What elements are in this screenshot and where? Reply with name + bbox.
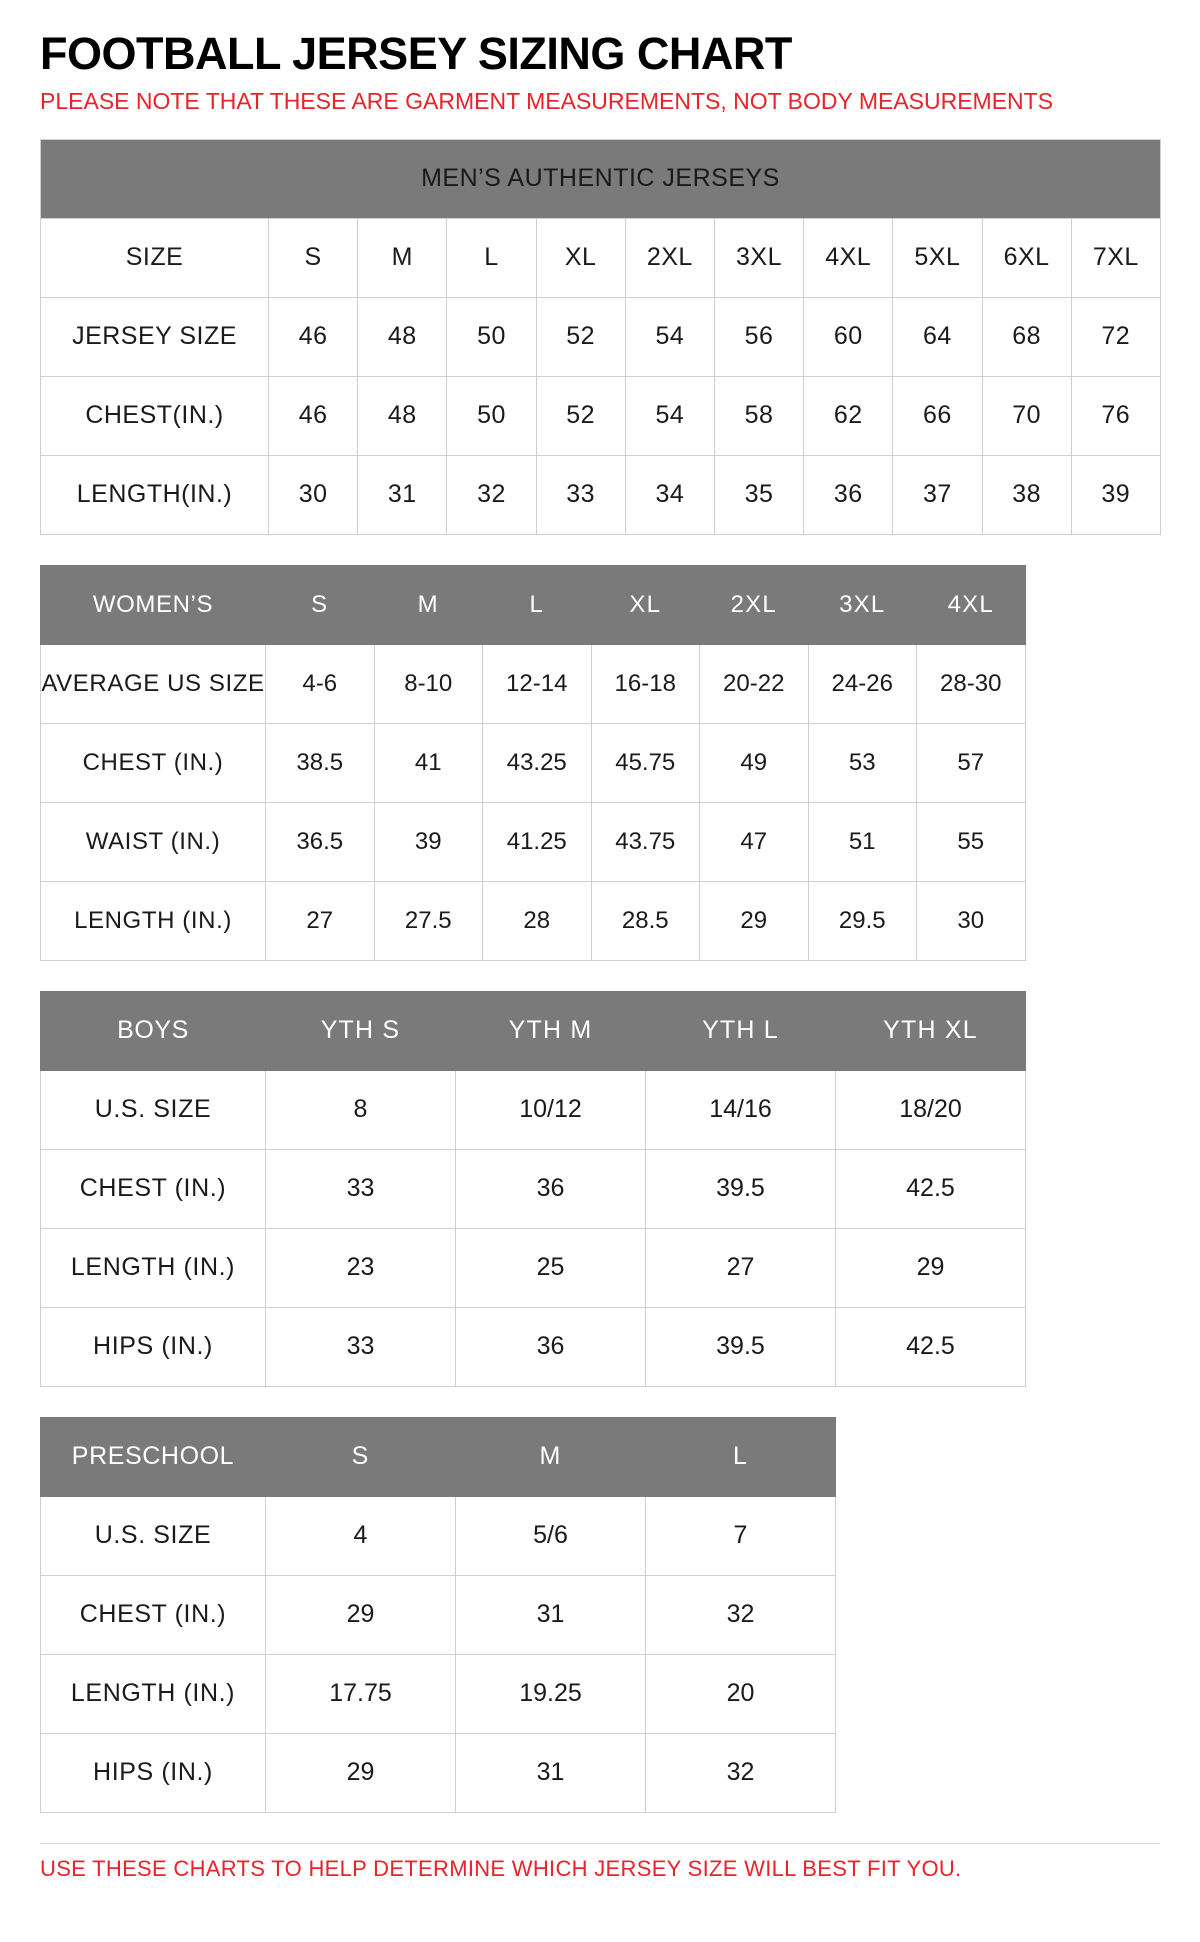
column-header: SIZE	[41, 218, 269, 297]
mens-banner: MEN’S AUTHENTIC JERSEYS	[41, 139, 1161, 218]
column-header: 4XL	[917, 565, 1026, 644]
table-cell: 36	[456, 1149, 646, 1228]
table-cell: 34	[625, 455, 714, 534]
row-label: WAIST (IN.)	[41, 802, 266, 881]
table-cell: 17.75	[266, 1654, 456, 1733]
table-cell: 76	[1071, 376, 1160, 455]
table-cell: 56	[714, 297, 803, 376]
table-cell: 25	[456, 1228, 646, 1307]
table-cell: 18/20	[836, 1070, 1026, 1149]
row-label: LENGTH (IN.)	[41, 1228, 266, 1307]
table-row	[41, 139, 1161, 218]
column-header: BOYS	[41, 991, 266, 1070]
table-cell: 12-14	[483, 644, 592, 723]
table-row	[41, 644, 1026, 723]
table-row	[41, 1575, 836, 1654]
table-cell: 32	[646, 1575, 836, 1654]
row-label: CHEST(IN.)	[41, 376, 269, 455]
row-label: HIPS (IN.)	[41, 1733, 266, 1812]
table-cell: 39	[374, 802, 483, 881]
mens-authentic-jerseys-table	[40, 139, 1161, 535]
table-cell: 8	[266, 1070, 456, 1149]
table-row	[41, 1654, 836, 1733]
table-cell: 45.75	[591, 723, 700, 802]
table-cell: 33	[266, 1307, 456, 1386]
boys-jerseys-table	[40, 991, 1026, 1387]
table-cell: 31	[456, 1733, 646, 1812]
column-header: YTH M	[456, 991, 646, 1070]
column-header: XL	[591, 565, 700, 644]
table-cell: 7	[646, 1496, 836, 1575]
table-cell: 29	[266, 1733, 456, 1812]
table-cell: 39	[1071, 455, 1160, 534]
table-row	[41, 1496, 836, 1575]
table-row	[41, 802, 1026, 881]
table-cell: 39.5	[646, 1307, 836, 1386]
table-cell: 4	[266, 1496, 456, 1575]
table-cell: 38.5	[266, 723, 375, 802]
column-header: M	[374, 565, 483, 644]
table-row	[41, 723, 1026, 802]
table-row	[41, 1417, 836, 1496]
table-cell: 37	[893, 455, 982, 534]
table-row	[41, 991, 1026, 1070]
table-cell: 68	[982, 297, 1071, 376]
table-cell: 51	[808, 802, 917, 881]
table-cell: 14/16	[646, 1070, 836, 1149]
table-cell: 10/12	[456, 1070, 646, 1149]
table-cell: 20-22	[700, 644, 809, 723]
table-cell: 60	[804, 297, 893, 376]
column-header: WOMEN’S	[41, 565, 266, 644]
column-header: YTH XL	[836, 991, 1026, 1070]
row-label: LENGTH(IN.)	[41, 455, 269, 534]
column-header: M	[456, 1417, 646, 1496]
table-row	[41, 565, 1026, 644]
table-cell: 28-30	[917, 644, 1026, 723]
column-header: XL	[536, 218, 625, 297]
column-header: S	[269, 218, 358, 297]
table-cell: 27.5	[374, 881, 483, 960]
table-cell: 29	[266, 1575, 456, 1654]
table-cell: 32	[646, 1733, 836, 1812]
table-row	[41, 1228, 1026, 1307]
column-header: S	[266, 1417, 456, 1496]
table-cell: 35	[714, 455, 803, 534]
table-row	[41, 1307, 1026, 1386]
table-cell: 29	[836, 1228, 1026, 1307]
table-cell: 46	[269, 376, 358, 455]
table-row	[41, 1070, 1026, 1149]
table-cell: 41.25	[483, 802, 592, 881]
table-cell: 31	[456, 1575, 646, 1654]
table-cell: 30	[269, 455, 358, 534]
column-header: 5XL	[893, 218, 982, 297]
column-header: 3XL	[714, 218, 803, 297]
table-cell: 5/6	[456, 1496, 646, 1575]
page-title: FOOTBALL JERSEY SIZING CHART	[40, 28, 792, 79]
column-header: L	[646, 1417, 836, 1496]
table-cell: 66	[893, 376, 982, 455]
table-row	[41, 1733, 836, 1812]
table-cell: 46	[269, 297, 358, 376]
table-cell: 32	[447, 455, 536, 534]
table-cell: 31	[358, 455, 447, 534]
table-cell: 49	[700, 723, 809, 802]
row-label: LENGTH (IN.)	[41, 1654, 266, 1733]
table-cell: 20	[646, 1654, 836, 1733]
column-header: YTH L	[646, 991, 836, 1070]
table-cell: 29	[700, 881, 809, 960]
table-cell: 72	[1071, 297, 1160, 376]
table-cell: 62	[804, 376, 893, 455]
footer-note: USE THESE CHARTS TO HELP DETERMINE WHICH JERSEY SIZE WILL BEST FIT YOU.	[40, 1855, 962, 1881]
table-cell: 8-10	[374, 644, 483, 723]
table-row	[41, 376, 1161, 455]
footer-divider	[40, 1843, 1160, 1844]
row-label: CHEST (IN.)	[41, 1149, 266, 1228]
table-cell: 50	[447, 297, 536, 376]
table-cell: 36	[804, 455, 893, 534]
table-cell: 29.5	[808, 881, 917, 960]
table-cell: 52	[536, 376, 625, 455]
row-label: CHEST (IN.)	[41, 723, 266, 802]
table-cell: 36	[456, 1307, 646, 1386]
table-cell: 27	[646, 1228, 836, 1307]
table-cell: 42.5	[836, 1307, 1026, 1386]
table-cell: 24-26	[808, 644, 917, 723]
column-header: 6XL	[982, 218, 1071, 297]
table-cell: 54	[625, 297, 714, 376]
table-cell: 19.25	[456, 1654, 646, 1733]
row-label: CHEST (IN.)	[41, 1575, 266, 1654]
table-cell: 30	[917, 881, 1026, 960]
table-cell: 58	[714, 376, 803, 455]
table-cell: 27	[266, 881, 375, 960]
table-row	[41, 297, 1161, 376]
row-label: AVERAGE US SIZE	[41, 644, 266, 723]
table-cell: 28.5	[591, 881, 700, 960]
column-header: 3XL	[808, 565, 917, 644]
row-label: U.S. SIZE	[41, 1496, 266, 1575]
table-cell: 28	[483, 881, 592, 960]
table-cell: 33	[266, 1149, 456, 1228]
table-cell: 48	[358, 297, 447, 376]
table-row	[41, 1149, 1026, 1228]
row-label: U.S. SIZE	[41, 1070, 266, 1149]
column-header: L	[483, 565, 592, 644]
column-header: M	[358, 218, 447, 297]
table-cell: 50	[447, 376, 536, 455]
table-cell: 48	[358, 376, 447, 455]
table-cell: 55	[917, 802, 1026, 881]
column-header: 4XL	[804, 218, 893, 297]
womens-jerseys-table	[40, 565, 1026, 961]
table-cell: 41	[374, 723, 483, 802]
table-cell: 64	[893, 297, 982, 376]
column-header: L	[447, 218, 536, 297]
table-cell: 38	[982, 455, 1071, 534]
column-header: YTH S	[266, 991, 456, 1070]
column-header: 2XL	[625, 218, 714, 297]
table-cell: 36.5	[266, 802, 375, 881]
column-header: 7XL	[1071, 218, 1160, 297]
column-header: 2XL	[700, 565, 809, 644]
table-row	[41, 455, 1161, 534]
table-cell: 57	[917, 723, 1026, 802]
table-cell: 39.5	[646, 1149, 836, 1228]
table-cell: 43.75	[591, 802, 700, 881]
row-label: LENGTH (IN.)	[41, 881, 266, 960]
row-label: JERSEY SIZE	[41, 297, 269, 376]
column-header: PRESCHOOL	[41, 1417, 266, 1496]
measurement-note: PLEASE NOTE THAT THESE ARE GARMENT MEASUREMENTS, NOT BODY MEASUREMENTS	[40, 88, 1054, 115]
table-cell: 16-18	[591, 644, 700, 723]
row-label: HIPS (IN.)	[41, 1307, 266, 1386]
table-cell: 43.25	[483, 723, 592, 802]
table-row	[41, 881, 1026, 960]
table-cell: 42.5	[836, 1149, 1026, 1228]
column-header: S	[266, 565, 375, 644]
table-cell: 70	[982, 376, 1071, 455]
table-cell: 54	[625, 376, 714, 455]
table-cell: 47	[700, 802, 809, 881]
table-cell: 23	[266, 1228, 456, 1307]
table-cell: 33	[536, 455, 625, 534]
table-row	[41, 218, 1161, 297]
table-cell: 53	[808, 723, 917, 802]
table-cell: 52	[536, 297, 625, 376]
table-cell: 4-6	[266, 644, 375, 723]
preschool-jerseys-table	[40, 1417, 836, 1813]
